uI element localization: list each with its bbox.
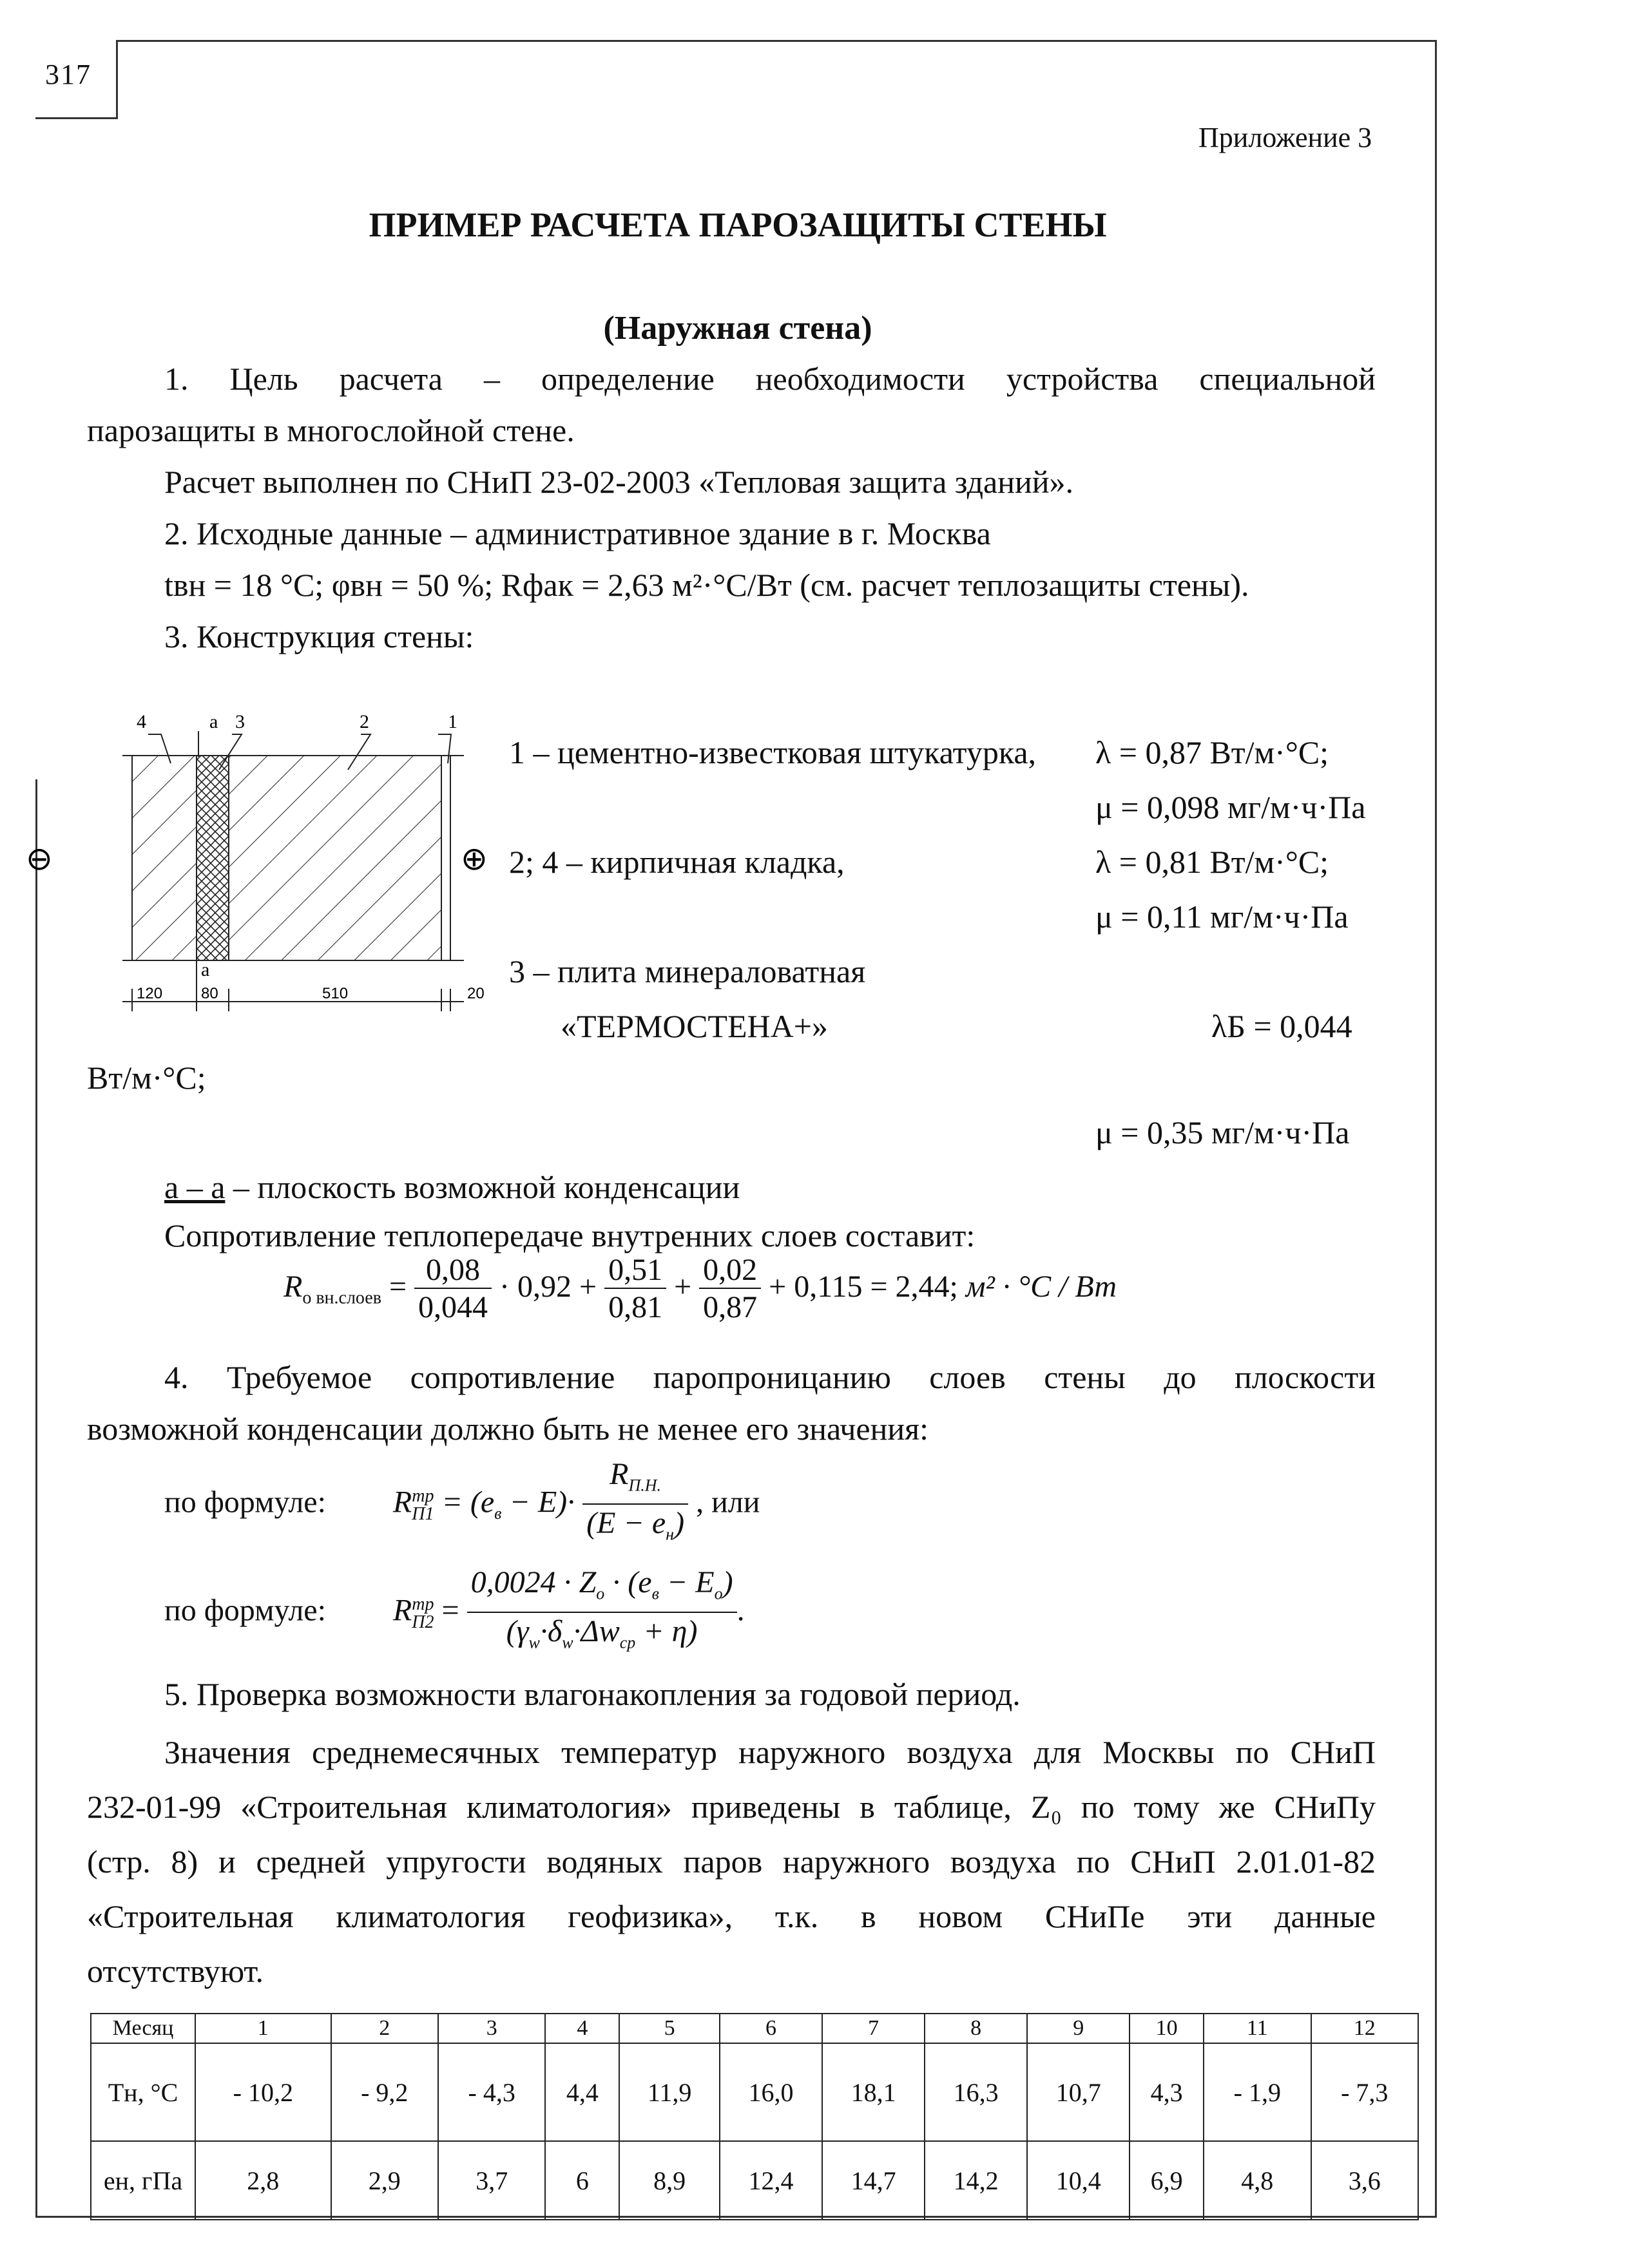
formula-2-den-end: ) [674, 1505, 685, 1540]
paragraph-2: 2. Исходные данные – административное здание в г. Москва [164, 515, 991, 551]
layer-3-unit: Вт/м·°С; [87, 1060, 206, 1096]
fraction-1-num: 0,08 [414, 1253, 492, 1289]
dim-80: 80 [201, 985, 218, 1002]
header-month-label: Месяц [91, 2014, 195, 2043]
formula-2-den-sub: н [666, 1525, 675, 1544]
paragraph-1-line-1: 1. Цель расчета – определение необходимости устройства специальной [164, 361, 1376, 397]
table-cell: 10 [1130, 2014, 1204, 2043]
formula-rp1 [164, 1457, 760, 1553]
aa-text: – плоскость возможной конденсации [225, 1169, 740, 1205]
table-cell: 11,9 [619, 2043, 720, 2141]
formula-2-label: по формуле: [164, 1485, 326, 1520]
page-number: 317 [45, 59, 91, 90]
row-vapor-pressure-label: eн, гПа [91, 2141, 195, 2220]
layer-1-lambda: λ = 0,87 Вт/м·°С; [1095, 734, 1329, 770]
formula-3-num-sub3: о [714, 1584, 723, 1603]
formula-3-num4: ) [722, 1565, 733, 1599]
paragraph-4-line-1: 4. Требуемое сопротивление паропроницанию слоев стены до плоскости [164, 1359, 1376, 1395]
formula-3-lhs-sup: тр [412, 1594, 434, 1614]
formula-inner-resistance: $R_{о вн.слоев}$ = $\frac{0,08}{0,044}$ · 0,92 + $\frac{0,51}{0,81}$ + $\frac{0,02}{0,87}$ + 0,115 = 2,44; м² · °С / Вт [284, 1253, 1117, 1326]
table-cell: 3,6 [1311, 2141, 1419, 2220]
frame-line [116, 40, 1437, 42]
fraction-1 [414, 1253, 492, 1326]
formula-2-tail: , или [696, 1485, 760, 1520]
table-cell: 3 [438, 2014, 545, 2043]
layer-1-plaster [441, 756, 450, 960]
formula-3-fraction [467, 1565, 737, 1661]
formula-2-den: (E − e [586, 1505, 666, 1540]
formula-3-num-sub: о [596, 1584, 605, 1603]
label-a-bottom: а [201, 959, 210, 980]
plus-sign-icon: ⊕ [461, 840, 488, 877]
frame-line [1435, 40, 1437, 2217]
table-cell: 16,3 [925, 2043, 1027, 2141]
table-cell: 5 [619, 2014, 720, 2043]
layer-24-name: 2; 4 – кирпичная кладка, [509, 844, 845, 880]
paragraph-snip: Расчет выполнен по СНиП 23-02-2003 «Тепловая защита зданий». [164, 464, 1074, 500]
layer-24-lambda: λ = 0,81 Вт/м·°С; [1095, 844, 1329, 880]
table-cell: 11 [1204, 2014, 1311, 2043]
fraction-3-den: 0,87 [703, 1290, 758, 1324]
layer-4-brick [132, 756, 197, 960]
wall-construction-diagram [26, 705, 496, 1015]
paragraph-6-line-5: отсутствуют. [87, 1953, 264, 1989]
layer-1-name: 1 – цементно-известковая штукатурка, [509, 734, 1037, 770]
layer-3-mu: μ = 0,35 мг/м·ч·Па [1095, 1114, 1350, 1150]
paragraph-3: 3. Конструкция стены: [164, 618, 474, 654]
paragraph-6-line-4: «Строительная климатология геофизика», т.к. в новом СНиПе эти данные [87, 1898, 1376, 1934]
formula-1-plus: + [674, 1270, 692, 1304]
table-cell: 10,4 [1027, 2141, 1130, 2220]
formula-1-lhs: R [284, 1270, 303, 1304]
table-cell: 12,4 [720, 2141, 822, 2220]
resistance-text: Сопротивление теплопередаче внутренних слоев составит: [164, 1217, 976, 1253]
formula-rp2: по формуле: R тр П2 = $\frac{0,0024 \cdot Z_о \cdot (e_в - E_о)}{(\gamma_w\cdot\delta_w\cdot\Delta w_{ср} + \eta)}$ . [164, 1565, 745, 1661]
formula-2-num-sub: П.Н. [628, 1476, 662, 1495]
layer-24-mu: μ = 0,11 мг/м·ч·Па [1095, 899, 1349, 935]
table-cell: 4,4 [545, 2043, 619, 2141]
table-cell: 4,3 [1130, 2043, 1204, 2141]
page-title: ПРИМЕР РАСЧЕТА ПАРОЗАЩИТЫ СТЕНЫ [369, 205, 1107, 244]
table-cell: 12 [1311, 2014, 1419, 2043]
table-cell: 4 [545, 2014, 619, 2043]
formula-3-den3: ·Δw [573, 1614, 620, 1648]
table-cell: 2 [331, 2014, 438, 2043]
appendix-label: Приложение 3 [1198, 122, 1372, 153]
table-cell: 16,0 [720, 2043, 822, 2141]
formula-3-den: (γ [506, 1614, 529, 1648]
paragraph-1-line-2: парозащиты в многослойной стене. [87, 412, 575, 448]
layer-3-name-2: «ТЕРМОСТЕНА+» [561, 1008, 828, 1044]
fraction-1-den: 0,044 [418, 1290, 488, 1324]
table-cell: 4,8 [1204, 2141, 1311, 2220]
table-cell: 6,9 [1130, 2141, 1204, 2220]
layer-2-brick [229, 756, 441, 960]
aa-term: а – а [164, 1169, 226, 1205]
label-4: 4 [137, 711, 146, 732]
table-row [91, 2141, 1418, 2220]
table-row [91, 2043, 1418, 2141]
label-a-top: а [209, 711, 218, 732]
fraction-2 [604, 1253, 666, 1326]
label-1: 1 [448, 711, 457, 732]
layer-3-name: 3 – плита минераловатная [509, 953, 866, 989]
table-cell: 6 [545, 2141, 619, 2220]
table-cell: - 1,9 [1204, 2043, 1311, 2141]
formula-2-mid: = (e [441, 1485, 495, 1520]
formula-3-den-sub3: ср [619, 1633, 636, 1652]
label-3: 3 [235, 711, 245, 732]
label-2: 2 [360, 711, 369, 732]
table-cell: 1 [195, 2014, 331, 2043]
fraction-3-num: 0,02 [699, 1253, 761, 1289]
fraction-2-den: 0,81 [608, 1290, 663, 1324]
formula-1-mult: · 0,92 + [499, 1270, 597, 1304]
table-cell: - 7,3 [1311, 2043, 1419, 2141]
table-cell: 10,7 [1027, 2043, 1130, 2141]
paragraph-2-params: tвн = 18 °С; φвн = 50 %; Rфак = 2,63 м²·°С/Вт (см. расчет теплозащиты стены). [164, 567, 1249, 603]
fraction-2-num: 0,51 [604, 1253, 666, 1289]
formula-3-den-sub: w [528, 1633, 540, 1652]
dim-120: 120 [137, 985, 163, 1002]
table-cell: - 9,2 [331, 2043, 438, 2141]
paragraph-6-line-1: Значения среднемесячных температур наружного воздуха для Москвы по СНиП [164, 1734, 1376, 1770]
formula-2-fraction [582, 1457, 688, 1553]
table-cell: 7 [822, 2014, 925, 2043]
formula-3-num-sub2: в [651, 1584, 659, 1603]
table-header-row [91, 2014, 1418, 2043]
row-temperature-label: Тн, °С [91, 2043, 195, 2141]
table-cell: 2,9 [331, 2141, 438, 2220]
formula-1-unit: м² · °С / Вт [965, 1270, 1117, 1304]
table-cell: 9 [1027, 2014, 1130, 2043]
dim-510: 510 [322, 985, 349, 1002]
formula-3-den4: + η) [643, 1614, 698, 1648]
formula-2-mid-sub: в [494, 1504, 502, 1523]
layer-3-insulation [197, 756, 229, 960]
table-cell: - 4,3 [438, 2043, 545, 2141]
dim-20: 20 [467, 985, 485, 1002]
table-cell: 8 [925, 2014, 1027, 2043]
formula-2-lhs: R [392, 1485, 412, 1520]
paragraph-5: 5. Проверка возможности влагонакопления за годовой период. [164, 1676, 1021, 1712]
table-cell: - 10,2 [195, 2043, 331, 2141]
formula-2-mid2: − E)· [509, 1485, 575, 1520]
wall-diagram-svg [26, 705, 496, 1015]
formula-3-label: по формуле: [164, 1593, 326, 1628]
paragraph-4-line-2: возможной конденсации должно быть не менее его значения: [87, 1411, 928, 1447]
formula-3-den2: ·δ [539, 1614, 562, 1648]
formula-3-num2: · (e [612, 1565, 652, 1599]
layer-3-lambda: λБ = 0,044 [1211, 1008, 1352, 1044]
formula-3-tail: . [736, 1593, 745, 1628]
formula-3-lhs: R [392, 1593, 412, 1628]
formula-3-num: 0,0024 · Z [470, 1565, 597, 1599]
formula-1-lhs-sub: о вн.слоев [302, 1288, 381, 1308]
formula-2-lhs-sup: тр [412, 1485, 434, 1506]
table-cell: 6 [720, 2014, 822, 2043]
formula-1-tail: + 0,115 = 2,44; [769, 1270, 958, 1304]
paragraph-6-line-2: 232-01-99 «Строительная климатология» приведены в таблице, Z₀ по тому же СНиПу [87, 1789, 1376, 1825]
formula-3-lhs-sub: П2 [412, 1612, 434, 1632]
layer-1-mu: μ = 0,098 мг/м·ч·Па [1095, 789, 1366, 825]
table-cell: 18,1 [822, 2043, 925, 2141]
formula-2-num: R [610, 1457, 629, 1491]
table-cell: 8,9 [619, 2141, 720, 2220]
formula-2-lhs-sub: П1 [412, 1503, 434, 1524]
page-subtitle: (Наружная стена) [603, 310, 872, 347]
climate-table [90, 2013, 1419, 2220]
condensation-plane-note [164, 1161, 740, 1213]
table-cell: 3,7 [438, 2141, 545, 2220]
formula-3-den-sub2: w [562, 1633, 573, 1652]
table-cell: 14,7 [822, 2141, 925, 2220]
table-cell: 14,2 [925, 2141, 1027, 2220]
minus-sign-icon: ⊖ [26, 840, 53, 877]
paragraph-6-line-3: (стр. 8) и средней упругости водяных паров наружного воздуха по СНиП 2.01.01-82 [87, 1844, 1376, 1880]
formula-3-num3: − E [666, 1565, 715, 1599]
fraction-3 [699, 1253, 761, 1326]
table-cell: 2,8 [195, 2141, 331, 2220]
